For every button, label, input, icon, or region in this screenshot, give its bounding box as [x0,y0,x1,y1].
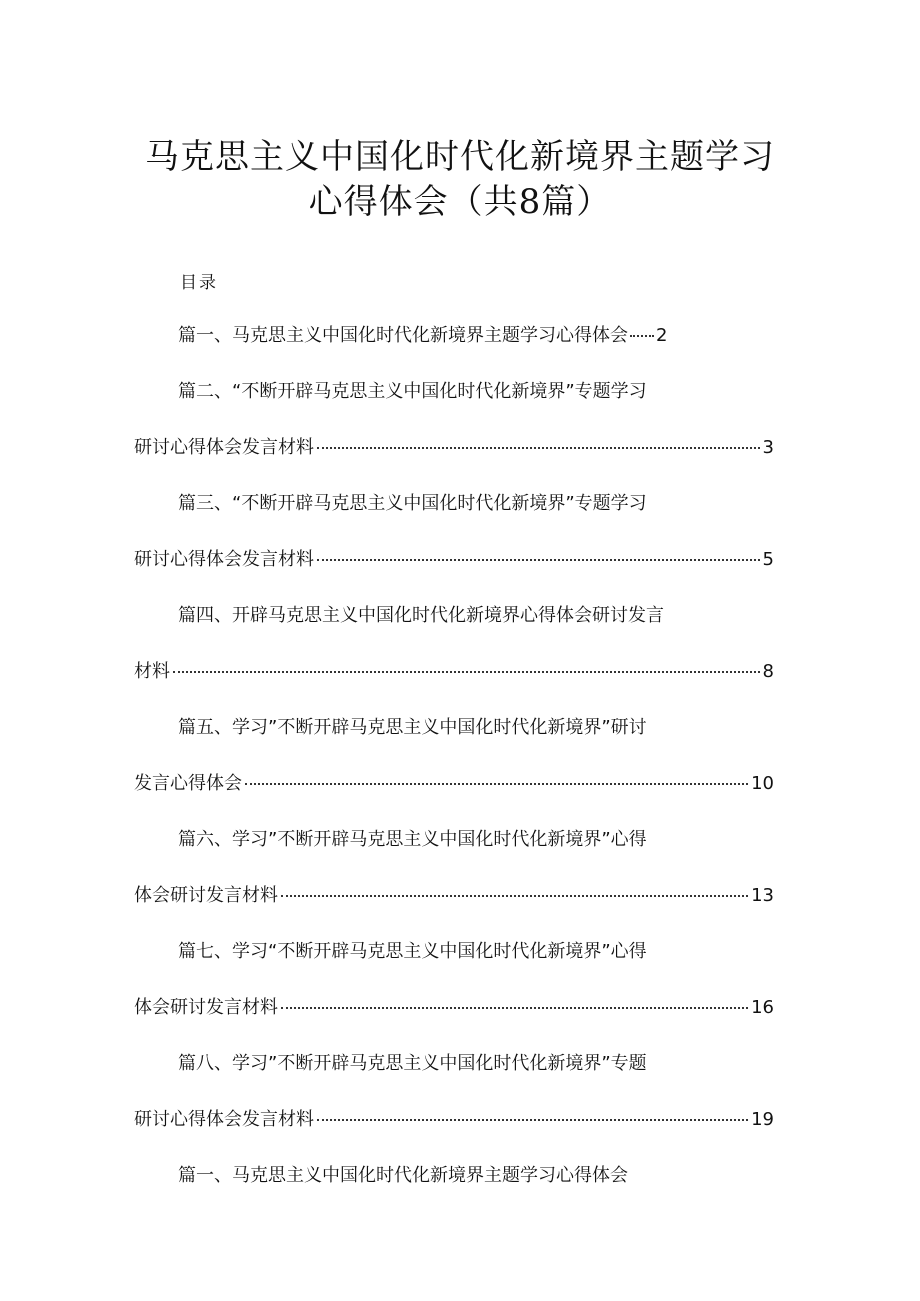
toc-entry-2-line-1[interactable]: 篇二、“不断开辟马克思主义中国化时代化新境界”专题学习 [178,381,647,402]
toc-entry-6-line-2[interactable] [134,882,774,910]
toc-entry-page: 10 [751,773,774,794]
toc-entry-6-line-1[interactable]: 篇六、学习”不断开辟马克思主义中国化时代化新境界”心得 [178,829,647,850]
toc-entry-title: 研讨心得体会发言材料 [134,437,314,458]
dot-leader [630,335,654,337]
toc-entry-8-line-2[interactable] [134,1106,774,1134]
section-heading: 篇一、马克思主义中国化时代化新境界主题学习心得体会 [178,1165,628,1186]
toc-entry-5-line-2[interactable] [134,770,774,798]
dot-leader [281,894,748,897]
toc-entry-title: 体会研讨发言材料 [134,885,278,906]
toc-entry-page: 8 [762,661,774,682]
toc-entry-title: 研讨心得体会发言材料 [134,549,314,570]
toc-entry-2-line-2[interactable] [134,434,774,462]
toc-entry-page: 19 [751,1109,774,1130]
dot-leader [281,1006,748,1009]
toc-entry-page: 2 [656,325,668,346]
toc-entry-page: 13 [751,885,774,906]
toc-entry-title: 篇一、马克思主义中国化时代化新境界主题学习心得体会 [178,325,628,346]
toc-entry-page: 3 [762,437,774,458]
document-title-line-2: 心得体会（共8篇） [308,182,612,222]
toc-entry-3-line-2[interactable] [134,546,774,574]
toc-entry-page: 5 [762,549,774,570]
toc-entry-title: 体会研讨发言材料 [134,997,278,1018]
toc-entry-title: 发言心得体会 [134,773,242,794]
dot-leader [173,670,760,673]
toc-entry-7-line-2[interactable] [134,994,774,1022]
toc-entry-title: 研讨心得体会发言材料 [134,1109,314,1130]
toc-entry-page: 16 [751,997,774,1018]
toc-entry-4-line-1[interactable]: 篇四、开辟马克思主义中国化时代化新境界心得体会研讨发言 [178,605,664,626]
toc-entry-3-line-1[interactable]: 篇三、“不断开辟马克思主义中国化时代化新境界”专题学习 [178,493,647,514]
dot-leader [245,782,748,785]
dot-leader [317,1118,748,1121]
dot-leader [317,446,760,449]
document-title-line-1: 马克思主义中国化时代化新境界主题学习 [145,137,775,177]
toc-entry-7-line-1[interactable]: 篇七、学习“不断开辟马克思主义中国化时代化新境界”心得 [178,941,647,962]
dot-leader [317,558,760,561]
toc-entry-8-line-1[interactable]: 篇八、学习”不断开辟马克思主义中国化时代化新境界”专题 [178,1053,647,1074]
toc-entry-1[interactable] [178,322,748,350]
toc-entry-4-line-2[interactable] [134,658,774,686]
toc-entry-title: 材料 [134,661,170,682]
toc-heading: 目录 [180,273,218,293]
toc-entry-5-line-1[interactable]: 篇五、学习”不断开辟马克思主义中国化时代化新境界”研讨 [178,717,647,738]
